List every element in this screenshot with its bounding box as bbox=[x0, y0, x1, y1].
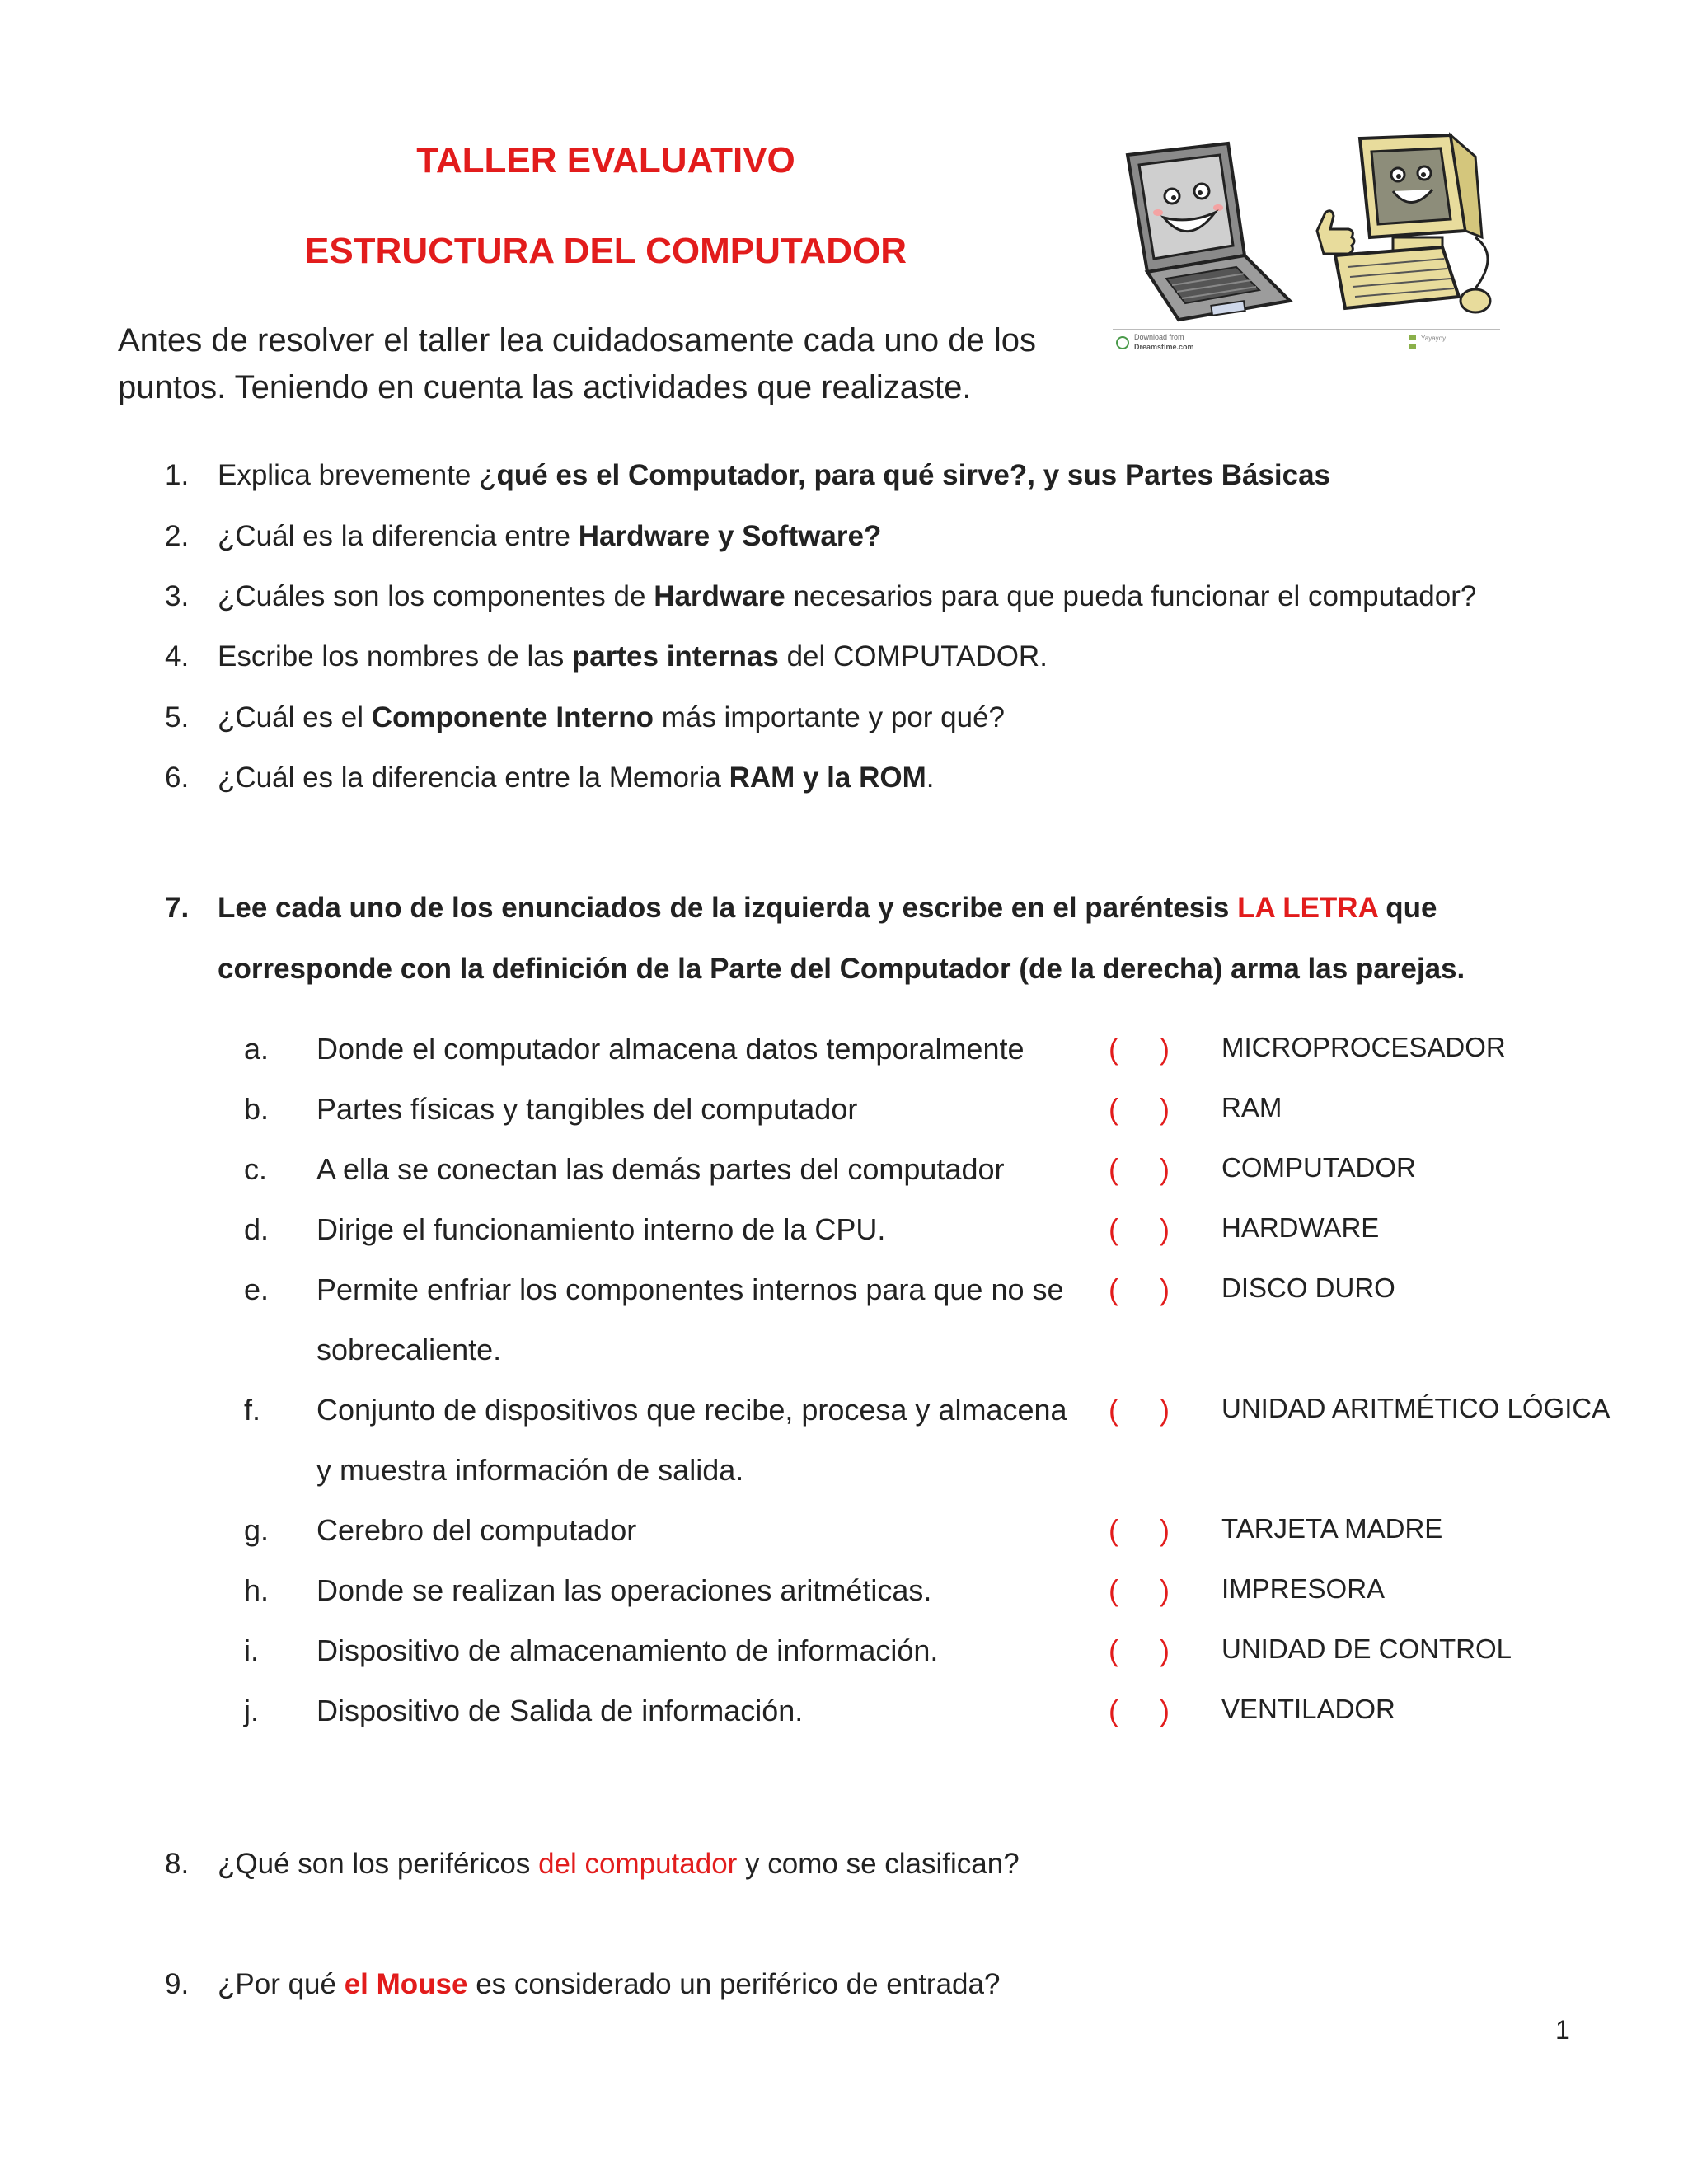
answer-blank[interactable]: ( ) bbox=[1109, 1032, 1170, 1066]
question-7-line-1: Lee cada uno de los enunciados de la izquierda y escribe en el paréntesis LA LETRA que bbox=[218, 892, 1437, 924]
row-letter: j. bbox=[244, 1694, 259, 1727]
term-label: DISCO DURO bbox=[1221, 1272, 1395, 1303]
question-text: ¿Cuál es la diferencia entre la Memoria RAM y la ROM. bbox=[218, 762, 935, 794]
term-label: TARJETA MADRE bbox=[1221, 1513, 1443, 1544]
answer-blank[interactable]: ( ) bbox=[1109, 1573, 1170, 1607]
question-number: 1. bbox=[165, 459, 190, 491]
definition-text bbox=[316, 1259, 1100, 1380]
question-2 bbox=[165, 516, 882, 557]
intro-paragraph: Antes de resolver el taller lea cuidadosamente cada uno de los puntos. Teniendo en cuenta las actividades que realizaste. bbox=[118, 322, 1037, 405]
row-letter: a. bbox=[244, 1032, 270, 1066]
question-number: 2. bbox=[165, 520, 190, 552]
question-5 bbox=[165, 697, 1006, 738]
answer-blank[interactable]: ( ) bbox=[1109, 1092, 1170, 1126]
definition-line: Conjunto de dispositivos que recibe, procesa y almacena bbox=[316, 1393, 1067, 1427]
question-9 bbox=[165, 1964, 1001, 2005]
row-letter: h. bbox=[244, 1573, 270, 1607]
answer-blank[interactable]: ( ) bbox=[1109, 1212, 1170, 1246]
definition-line: A ella se conectan las demás partes del computador bbox=[316, 1152, 1005, 1186]
term-label: COMPUTADOR bbox=[1221, 1152, 1416, 1183]
question-text: Explica brevemente ¿qué es el Computador, para qué sirve?, y sus Partes Básicas bbox=[218, 459, 1331, 491]
row-letter: d. bbox=[244, 1212, 270, 1246]
term-label: VENTILADOR bbox=[1221, 1694, 1395, 1724]
term-label: RAM bbox=[1221, 1092, 1282, 1122]
question-number: 6. bbox=[165, 762, 190, 794]
desktop-computer-icon bbox=[1317, 135, 1490, 312]
definition-text bbox=[316, 1019, 1100, 1079]
definition-text bbox=[316, 1500, 1100, 1560]
question-text: ¿Cuál es el Componente Interno más importante y por qué? bbox=[218, 701, 1006, 733]
row-letter: i. bbox=[244, 1633, 259, 1667]
answer-blank[interactable]: ( ) bbox=[1109, 1513, 1170, 1547]
answer-blank[interactable]: ( ) bbox=[1109, 1393, 1170, 1427]
question-number: 5. bbox=[165, 701, 190, 733]
document-subtitle: ESTRUCTURA DEL COMPUTADOR bbox=[304, 231, 907, 271]
definition-line: Dirige el funcionamiento interno de la CPU. bbox=[316, 1212, 886, 1246]
definition-text bbox=[316, 1199, 1100, 1259]
definition-line: Cerebro del computador bbox=[316, 1513, 637, 1547]
question-8 bbox=[165, 1844, 1020, 1885]
definition-text bbox=[316, 1079, 1100, 1139]
question-number: 3. bbox=[165, 580, 190, 612]
question-3 bbox=[165, 576, 1477, 617]
question-text: ¿Por qué el Mouse es considerado un periférico de entrada? bbox=[218, 1968, 1001, 2000]
definition-text bbox=[316, 1620, 1100, 1680]
laptop-icon bbox=[1128, 143, 1290, 320]
watermark-text-1: Download from bbox=[1134, 333, 1184, 341]
definition-line: Dispositivo de Salida de información. bbox=[316, 1694, 804, 1727]
definition-text bbox=[316, 1380, 1100, 1500]
definition-line: Donde se realizan las operaciones aritméticas. bbox=[316, 1573, 932, 1607]
question-number: 9. bbox=[165, 1968, 190, 2000]
question-text: ¿Cuál es la diferencia entre Hardware y Software? bbox=[218, 520, 882, 552]
question-4 bbox=[165, 636, 1048, 677]
definition-line: Partes físicas y tangibles del computador bbox=[316, 1092, 858, 1126]
document-title: TALLER EVALUATIVO bbox=[416, 140, 795, 180]
cartoon-computers-image bbox=[1113, 132, 1500, 354]
answer-blank[interactable]: ( ) bbox=[1109, 1272, 1170, 1306]
term-label: UNIDAD DE CONTROL bbox=[1221, 1633, 1512, 1664]
term-label: MICROPROCESADOR bbox=[1221, 1032, 1506, 1062]
row-letter: b. bbox=[244, 1092, 270, 1126]
answer-blank[interactable]: ( ) bbox=[1109, 1694, 1170, 1727]
watermark-text-2: Dreamstime.com bbox=[1134, 343, 1194, 351]
definition-line: Dispositivo de almacenamiento de información. bbox=[316, 1633, 939, 1667]
question-text: Escribe los nombres de las partes internas del COMPUTADOR. bbox=[218, 640, 1048, 673]
row-letter: g. bbox=[244, 1513, 270, 1547]
definition-line: Donde el computador almacena datos temporalmente bbox=[316, 1032, 1025, 1066]
question-text: ¿Qué son los periféricos del computador y como se clasifican? bbox=[218, 1848, 1020, 1880]
row-letter: c. bbox=[244, 1152, 268, 1186]
answer-blank[interactable]: ( ) bbox=[1109, 1633, 1170, 1667]
definition-line: y muestra información de salida. bbox=[316, 1453, 744, 1487]
answer-blank[interactable]: ( ) bbox=[1109, 1152, 1170, 1186]
question-1 bbox=[165, 455, 1331, 496]
row-letter: e. bbox=[244, 1272, 270, 1306]
watermark-text-3: Yayayoy bbox=[1421, 335, 1447, 342]
term-label: IMPRESORA bbox=[1221, 1573, 1386, 1604]
question-number: 7. bbox=[165, 892, 190, 924]
term-label: HARDWARE bbox=[1221, 1212, 1380, 1243]
question-text: ¿Cuáles son los componentes de Hardware necesarios para que pueda funcionar el computador? bbox=[218, 580, 1477, 612]
page-number: 1 bbox=[1555, 2015, 1570, 2045]
definition-text bbox=[316, 1139, 1100, 1199]
dreamstime-logo-icon bbox=[1117, 337, 1128, 349]
question-number: 8. bbox=[165, 1848, 190, 1880]
question-number: 4. bbox=[165, 640, 190, 673]
definition-text bbox=[316, 1680, 1100, 1741]
term-label: UNIDAD ARITMÉTICO LÓGICA bbox=[1221, 1393, 1611, 1423]
question-7-line-2: corresponde con la definición de la Parte del Computador (de la derecha) arma las parejas. bbox=[218, 953, 1465, 985]
definition-text bbox=[316, 1560, 1100, 1620]
definition-line: Permite enfriar los componentes internos para que no se bbox=[316, 1272, 1064, 1306]
question-6 bbox=[165, 757, 935, 799]
definition-line: sobrecaliente. bbox=[316, 1333, 502, 1366]
row-letter: f. bbox=[244, 1393, 261, 1427]
